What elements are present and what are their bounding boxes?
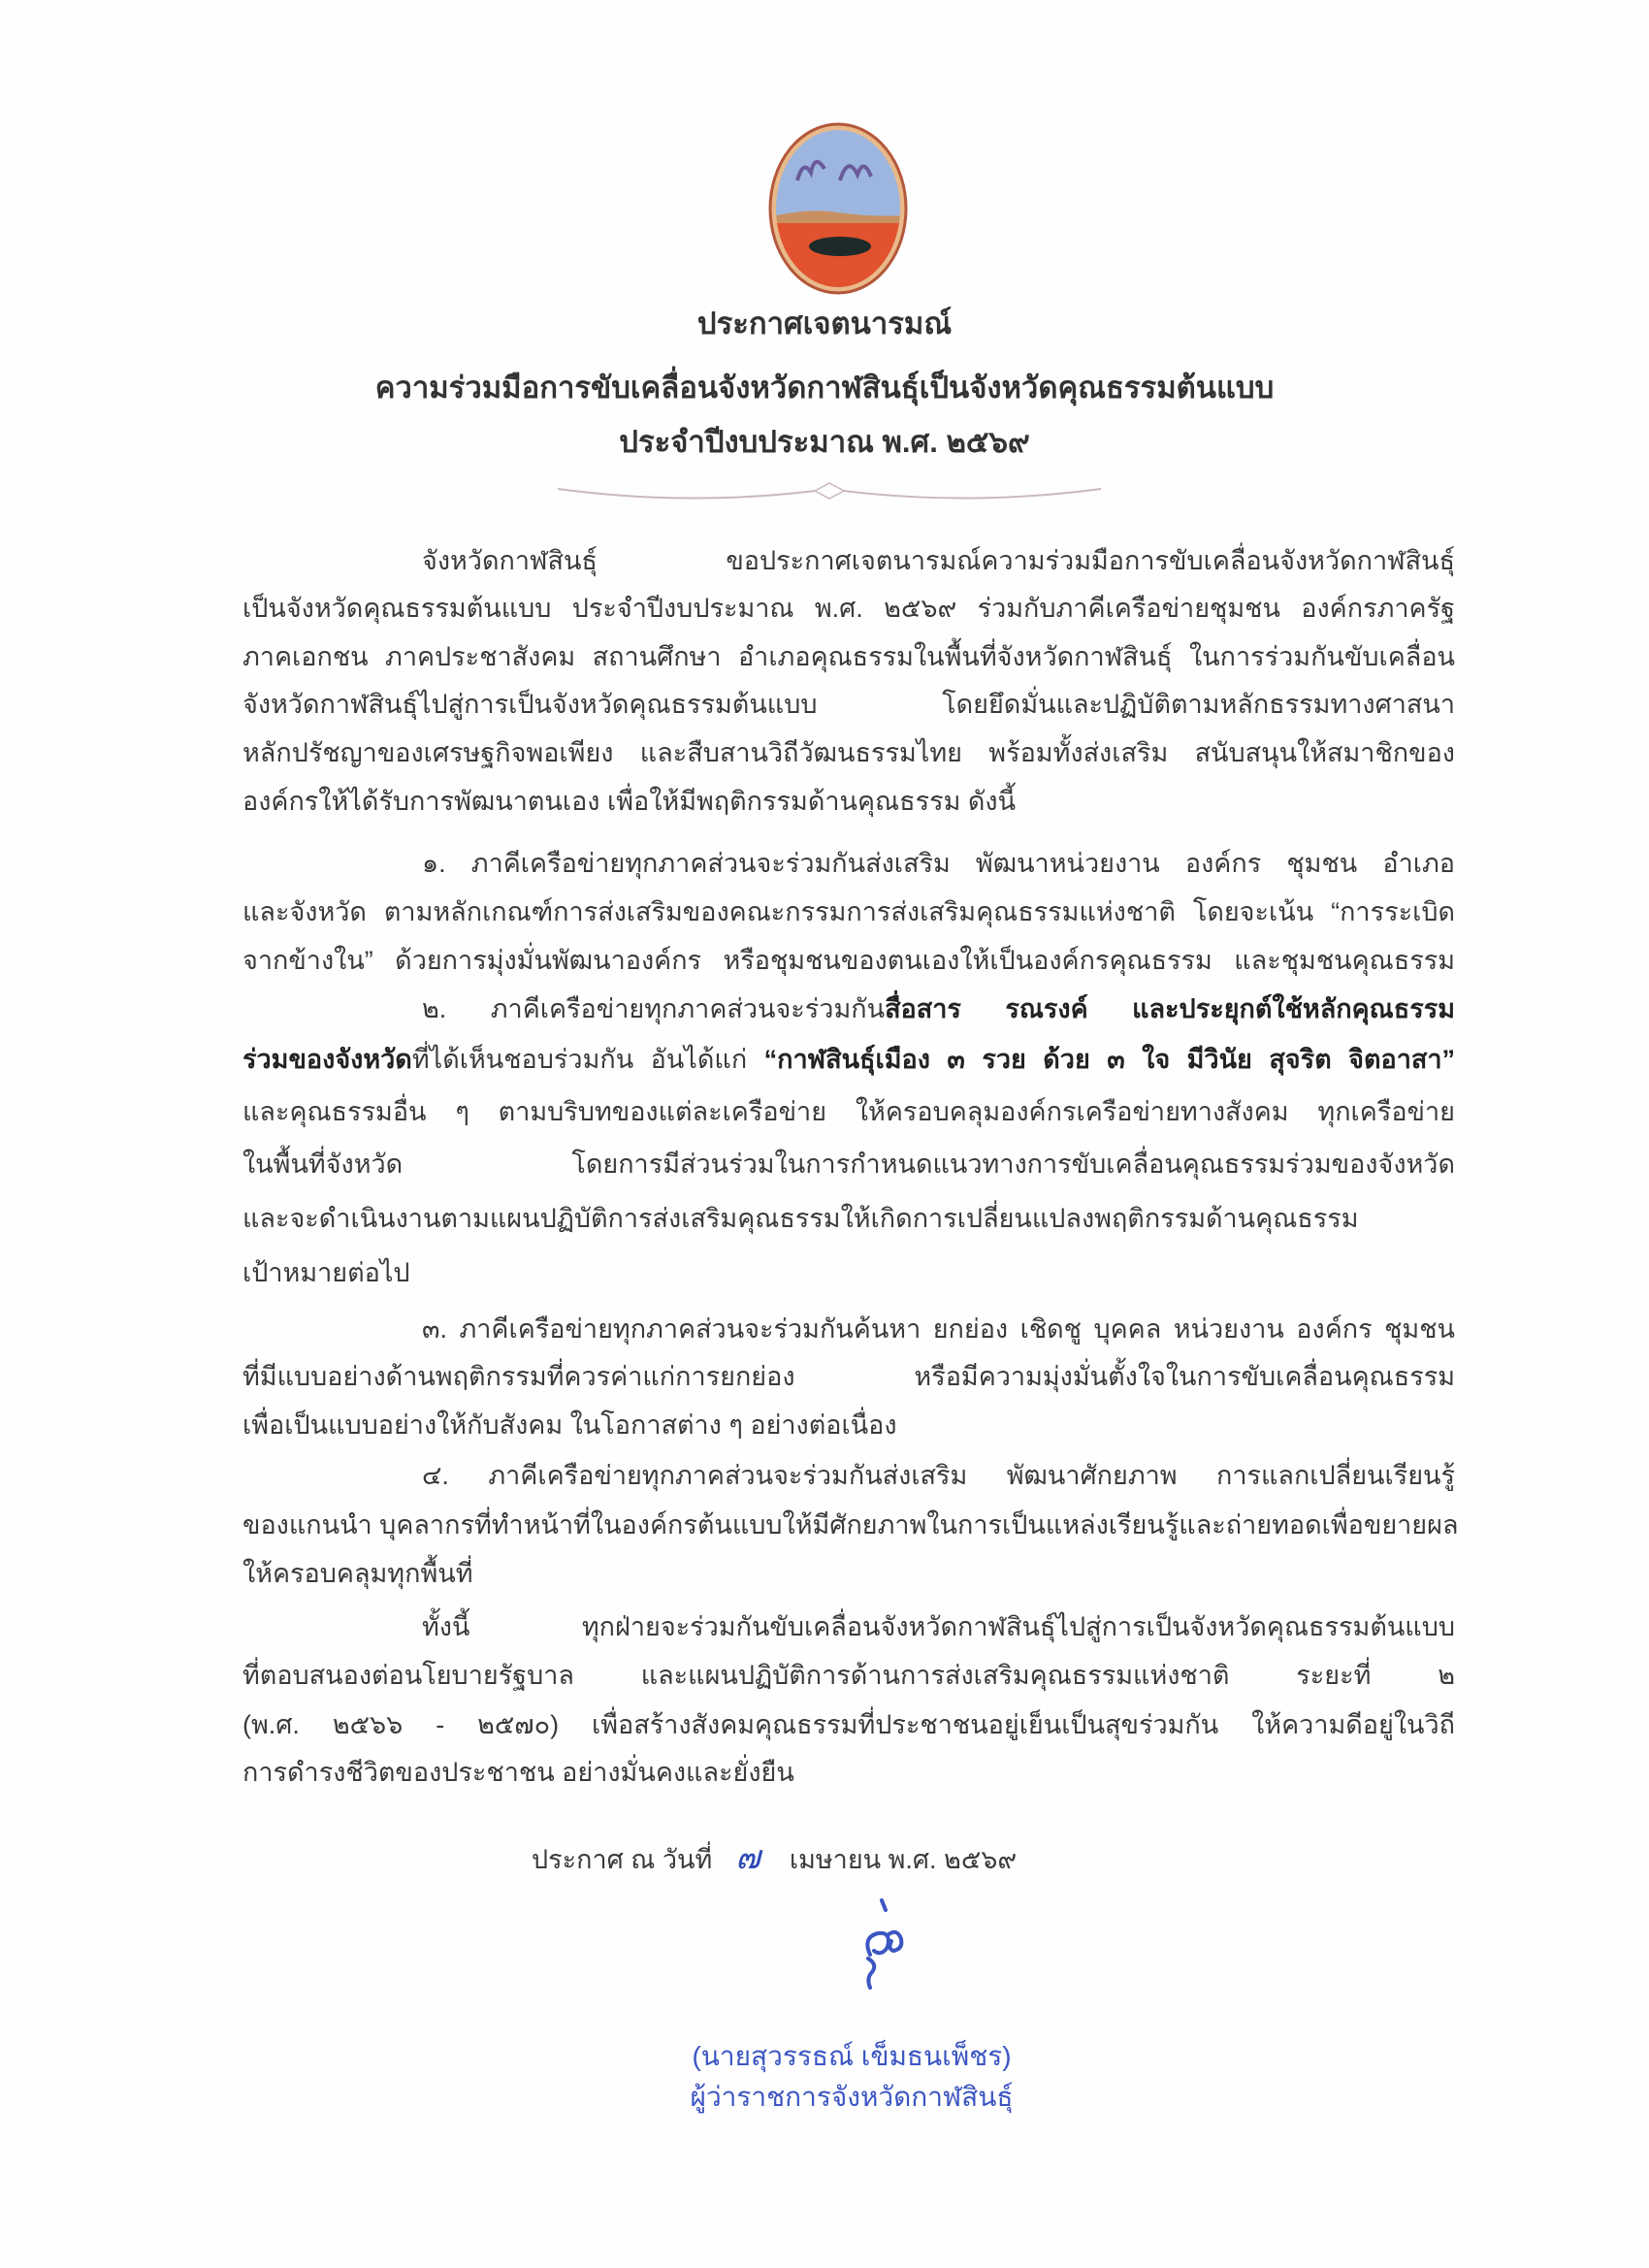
text: ที่ตอบสนองต่อนโยบายรัฐบาล และแผนปฏิบัติการด้านการส่งเสริมคุณธรรมแห่งชาติ ระยะที่ ๒ [242, 1661, 1455, 1690]
decorative-divider [553, 477, 1106, 506]
handwritten-signature [849, 1896, 917, 1993]
announcement-date [532, 1833, 1017, 1882]
paragraph-item-3-line [242, 1401, 1455, 1449]
text: ๔. ภาคีเครือข่ายทุกภาคส่วนจะร่วมกันส่งเสริม พัฒนาศักยภาพ การแลกเปลี่ยนเรียนรู้ [422, 1461, 1455, 1490]
text: ของแกนนำ บุคลากรที่ทำหน้าที่ในองค์กรต้นแบบให้มีศักยภาพในการเป็นแหล่งเรียนรู้และถ่ายทอดเพื่อขยายผล [242, 1510, 1459, 1539]
paragraph-intro-line [242, 777, 1455, 826]
paragraph-item-2-line [242, 1035, 1455, 1084]
paragraph-intro-line [422, 536, 1455, 585]
signatory-name: (นายสุวรรธณ์ เข็มธนเพ็ชร) [692, 2041, 1012, 2071]
paragraph-closing-line [242, 1701, 1455, 1749]
text: ๑. ภาคีเครือข่ายทุกภาคส่วนจะร่วมกันส่งเสริม พัฒนาหน่วยงาน องค์กร ชุมชน อำเภอ [422, 849, 1455, 878]
title-line-1: ประกาศเจตนารมณ์ [696, 307, 953, 340]
paragraph-item-1-line [242, 936, 1455, 985]
date-suffix: เมษายน พ.ศ. ๒๕๖๙ [789, 1845, 1018, 1874]
text: ทั้งนี้ ทุกฝ่ายจะร่วมกันขับเคลื่อนจังหวัดกาฬสินธุ์ไปสู่การเป็นจังหวัดคุณธรรมต้นแบบ [422, 1612, 1455, 1641]
text: เป็นจังหวัดคุณธรรมต้นแบบ ประจำปีงบประมาณ พ.ศ. ๒๕๖๙ ร่วมกับภาคีเครือข่ายชุมชน องค์กรภาครัฐ [242, 594, 1455, 623]
title-line-3: ประจำปีงบประมาณ พ.ศ. ๒๕๖๙ [619, 425, 1030, 459]
paragraph-intro-line [242, 632, 1455, 681]
paragraph-item-1-line [422, 839, 1455, 888]
paragraph-item-2-line [242, 1140, 1455, 1188]
text: ที่มีแบบอย่างด้านพฤติกรรมที่ควรค่าแก่การยกย่อง หรือมีความมุ่งมั่นตั้งใจในการขับเคลื่อนคุณธรรม [242, 1362, 1455, 1391]
text: จากข้างใน” ด้วยการมุ่งมั่นพัฒนาองค์กร หรือชุมชนของตนเองให้เป็นองค์กรคุณธรรม และชุมชนคุณธรรม [242, 946, 1455, 975]
text: และจะดำเนินงานตามแผนปฏิบัติการส่งเสริมคุณธรรมให้เกิดการเปลี่ยนแปลงพฤติกรรมด้านคุณธรรม [242, 1204, 1359, 1233]
paragraph-item-2-line [242, 1194, 1455, 1243]
bold-text: สื่อสาร รณรงค์ และประยุกต์ใช้หลักคุณธรรม [885, 994, 1455, 1023]
text: (พ.ศ. ๒๕๖๖ - ๒๕๗๐) เพื่อสร้างสังคมคุณธรรมที่ประชาชนอยู่เย็นเป็นสุขร่วมกัน ให้ความดีอยู่ในวิถี [242, 1710, 1455, 1739]
bold-text: “กาฬสินธุ์เมือง ๓ รวย ด้วย ๓ ใจ มีวินัย สุจริต จิตอาสา” [763, 1045, 1455, 1074]
paragraph-item-2-line [422, 985, 1455, 1033]
text: และคุณธรรมอื่น ๆ ตามบริบทของแต่ละเครือข่าย ให้ครอบคลุมองค์กรเครือข่ายทางสังคม ทุกเครือข่าย [242, 1097, 1455, 1126]
paragraph-closing-line [422, 1603, 1455, 1651]
signatory-position: ผู้ว่าราชการจังหวัดกาฬสินธุ์ [690, 2082, 1014, 2112]
paragraph-item-4-line [242, 1549, 1455, 1598]
date-day-handwritten: ๗ [735, 1839, 760, 1876]
text: เพื่อเป็นแบบอย่างให้กับสังคม ในโอกาสต่าง ๆ อย่างต่อเนื่อง [242, 1410, 897, 1440]
text: ในพื้นที่จังหวัด โดยการมีส่วนร่วมในการกำหนดแนวทางการขับเคลื่อนคุณธรรมร่วมของจังหวัด [242, 1150, 1455, 1179]
paragraph-item-2-line [242, 1087, 1455, 1136]
paragraph-item-4-line [242, 1501, 1459, 1549]
text: ๓. ภาคีเครือข่ายทุกภาคส่วนจะร่วมกันค้นหา ยกย่อง เชิดชู บุคคล หน่วยงาน องค์กร ชุมชน [422, 1314, 1455, 1344]
paragraph-item-4-line [422, 1451, 1455, 1500]
text: การดำรงชีวิตของประชาชน อย่างมั่นคงและยั่งยืน [242, 1758, 794, 1787]
text: ที่ได้เห็นชอบร่วมกัน อันได้แก่ [411, 1045, 764, 1074]
province-seal-logo [768, 122, 908, 295]
text: หลักปรัชญาของเศรษฐกิจพอเพียง และสืบสานวิถีวัฒนธรรมไทย พร้อมทั้งส่งเสริม สนับสนุนให้สมาชิกของ [242, 738, 1455, 767]
paragraph-closing-line [242, 1651, 1455, 1700]
bold-text: ร่วมของจังหวัด [242, 1045, 412, 1074]
text: เป้าหมายต่อไป [242, 1258, 410, 1287]
date-prefix: ประกาศ ณ วันที่ [532, 1845, 713, 1874]
text: จังหวัดกาฬสินธุ์ ขอประกาศเจตนารมณ์ความร่วมมือการขับเคลื่อนจังหวัดกาฬสินธุ์ [422, 546, 1455, 575]
paragraph-intro-line [242, 680, 1455, 729]
paragraph-closing-line [242, 1748, 1455, 1797]
text: และจังหวัด ตามหลักเกณฑ์การส่งเสริมของคณะกรรมการส่งเสริมคุณธรรมแห่งชาติ โดยจะเน้น “การระเบิด [242, 897, 1455, 926]
paragraph-intro-line [242, 729, 1455, 777]
title-line-2: ความร่วมมือการขับเคลื่อนจังหวัดกาฬสินธุ์เป็นจังหวัดคุณธรรมต้นแบบ [374, 371, 1275, 405]
paragraph-item-3-line [242, 1352, 1455, 1401]
paragraph-item-1-line [242, 888, 1455, 936]
paragraph-item-2-line [242, 1248, 1455, 1297]
text: จังหวัดกาฬสินธุ์ไปสู่การเป็นจังหวัดคุณธรรมต้นแบบ โดยยึดมั่นและปฏิบัติตามหลักธรรมทางศาสนา [242, 690, 1455, 719]
paragraph-item-3-line [422, 1305, 1455, 1353]
text: ๒. ภาคีเครือข่ายทุกภาคส่วนจะร่วมกัน [422, 994, 886, 1023]
paragraph-intro-line [242, 584, 1455, 632]
text: องค์กรให้ได้รับการพัฒนาตนเอง เพื่อให้มีพฤติกรรมด้านคุณธรรม ดังนี้ [242, 787, 1017, 816]
text: ให้ครอบคลุมทุกพื้นที่ [242, 1559, 473, 1588]
text: ภาคเอกชน ภาคประชาสังคม สถานศึกษา อำเภอคุณธรรมในพื้นที่จังหวัดกาฬสินธุ์ ในการร่วมกันขับเคลื่อน [242, 642, 1455, 671]
